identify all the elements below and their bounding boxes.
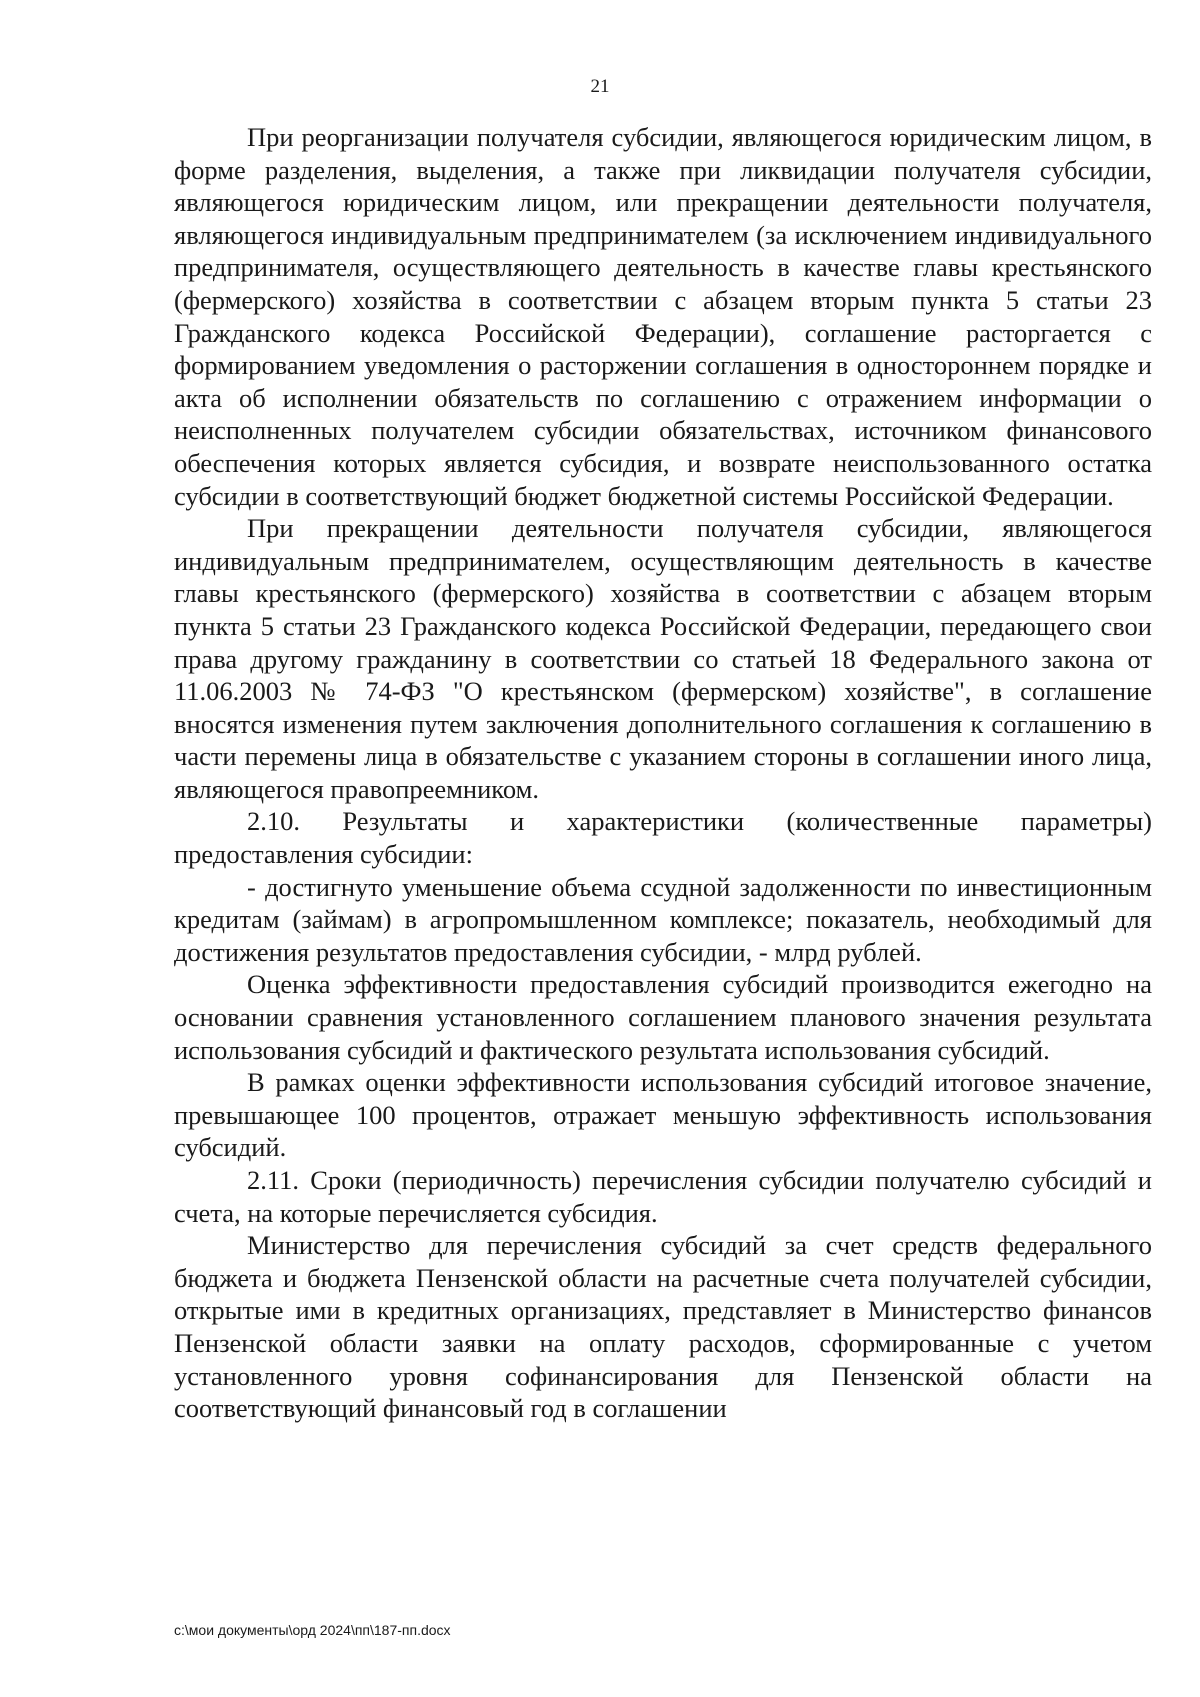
paragraph-termination: При прекращении деятельности получателя субсидии, являющегося индивидуальным предпринимателем, осуществляющим деятельность в качестве главы крестьянского (фермерского) хозяйства в соответствии с абзацем вторым пункта 5 статьи 23 Гражданского кодекса Российской Федерации, передающего свои права другому гражданину в соответствии со статьей 18 Федерального закона от 11.06.2003 № 74-ФЗ "О крестьянском (фермерском) хозяйстве", в соглашение вносятся изменения путем заключения дополнительного соглашения к соглашению в части перемены лица в обязательстве с указанием стороны в соглашении иного лица, являющегося правопреемником. <box>174 513 1152 804</box>
paragraph-section-2-10: 2.10. Результаты и характеристики (количественные параметры) предоставления субсидии: <box>174 806 1152 870</box>
footer-file-path: c:\мои документы\орд 2024\пп\187-пп.docx <box>174 1622 451 1638</box>
paragraph-result-item: - достигнуто уменьшение объема ссудной задолженности по инвестиционным кредитам (займам) в агропромышленном комплексе; показатель, необходимый для достижения результатов предоставления субсидии, - млрд рублей. <box>174 871 1152 967</box>
paragraph-efficiency-assessment: Оценка эффективности предоставления субсидий производится ежегодно на основании сравнения установленного соглашением планового значения результата использования субсидий и фактического результата использования субсидий. <box>174 969 1152 1065</box>
paragraph-efficiency-value: В рамках оценки эффективности использования субсидий итоговое значение, превышающее 100 процентов, отражает меньшую эффективность использования субсидий. <box>174 1067 1152 1163</box>
paragraph-section-2-11: 2.11. Сроки (периодичность) перечисления субсидии получателю субсидий и счета, на которые перечисляется субсидия. <box>174 1165 1152 1228</box>
document-body <box>174 121 1152 1425</box>
paragraph-reorganization: При реорганизации получателя субсидии, являющегося юридическим лицом, в форме разделения, выделения, а также при ликвидации получателя субсидии, являющегося юридическим лицом, или прекращении деятельности получателя, являющегося индивидуальным предпринимателем (за исключением индивидуального предпринимателя, осуществляющего деятельность в качестве главы крестьянского (фермерского) хозяйства в соответствии с абзацем вторым пункта 5 статьи 23 Гражданского кодекса Российской Федерации), соглашение расторгается с формированием уведомления о расторжении соглашения в одностороннем порядке и акта об исполнении обязательств по соглашению с отражением информации о неисполненных получателем субсидии обязательствах, источником финансового обеспечения которых является субсидия, и возврате неиспользованного остатка субсидии в соответствующий бюджет бюджетной системы Российской Федерации. <box>174 122 1152 511</box>
paragraph-ministry-transfer: Министерство для перечисления субсидий за счет средств федерального бюджета и бюджета Пензенской области на расчетные счета получателей субсидии, открытые ими в кредитных организациях, представляет в Министерство финансов Пензенской области заявки на оплату расходов, сформированные с учетом установленного уровня софинансирования для Пензенской области на соответствующий финансовый год в соглашении <box>174 1230 1152 1424</box>
page-number: 21 <box>590 76 610 97</box>
